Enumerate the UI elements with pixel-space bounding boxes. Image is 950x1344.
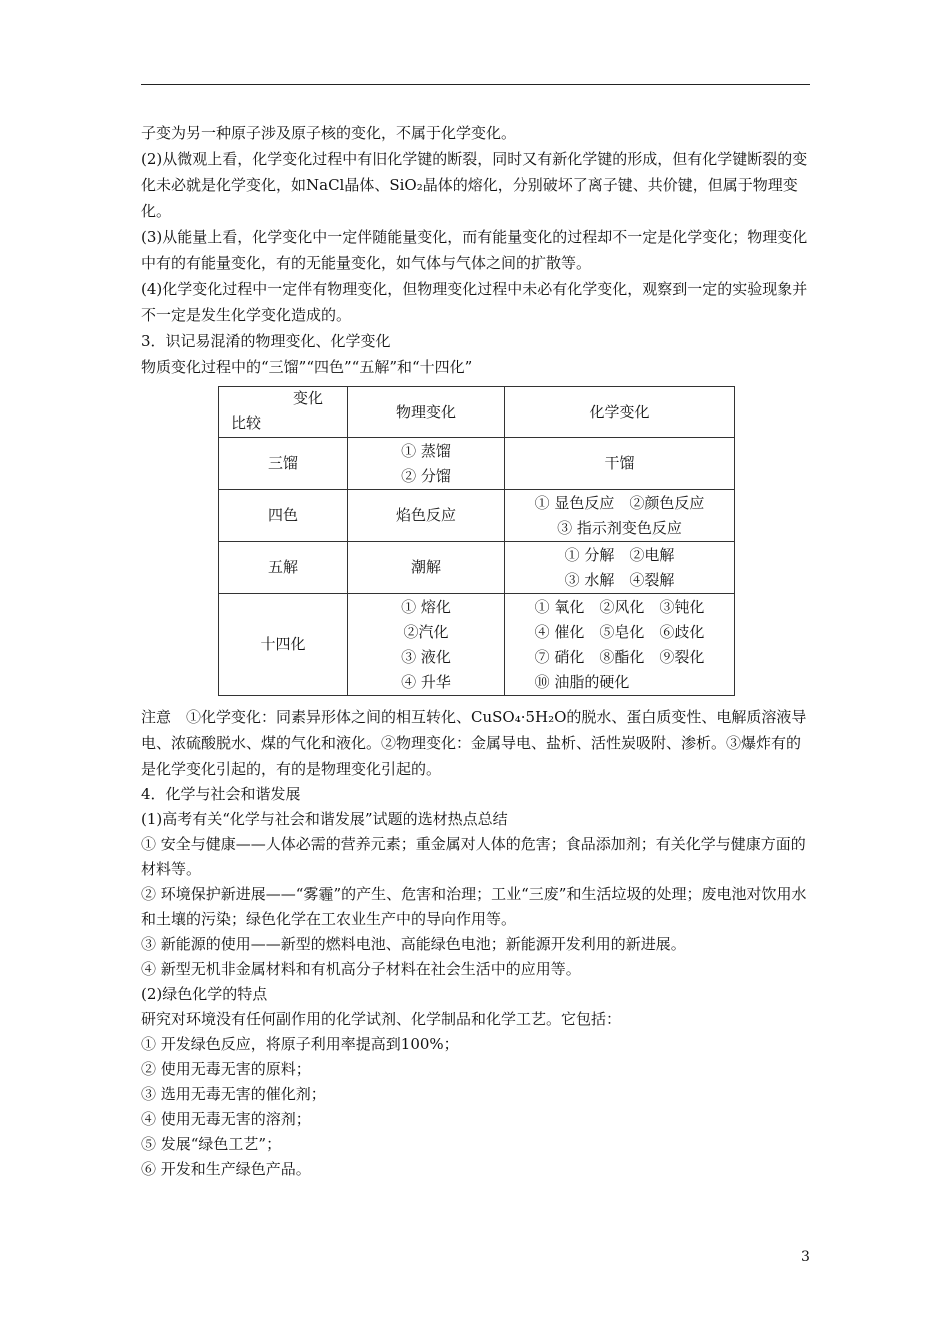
list-item: ⑥ 开发和生产绿色产品。 (141, 1160, 311, 1178)
table-row (219, 594, 735, 696)
cell-line: ② 分馏 (401, 466, 451, 485)
paragraph: (2)绿色化学的特点 (141, 985, 268, 1003)
chemical-cell (505, 594, 735, 696)
physical-cell (348, 438, 505, 490)
cell-line: ④ 催化 ⑤皂化 ⑥歧化 (534, 622, 705, 641)
header-diag-bottom: 比较 (231, 414, 262, 432)
table-row (219, 438, 735, 490)
cell-line: ① 显色反应 ②颜色反应 (534, 493, 705, 512)
physical-cell (348, 594, 505, 696)
cell-line: ① 分解 ②电解 (564, 545, 675, 564)
cell-line: ① 氧化 ②风化 ③钝化 (534, 597, 705, 616)
header-physical: 物理变化 (348, 387, 505, 438)
cell-line: ②汽化 (403, 622, 449, 641)
row-label: 五解 (219, 542, 348, 594)
header-rule (141, 84, 810, 85)
cell-line: ⑦ 硝化 ⑧酯化 ⑨裂化 (534, 647, 705, 666)
list-item: ④ 使用无毒无害的溶剂； (141, 1110, 311, 1128)
paragraph: ① 安全与健康——人体必需的营养元素；重金属对人体的危害；食品添加剂；有关化学与健康方面的材料等。 (141, 835, 806, 878)
physical-cell (348, 490, 505, 542)
paragraph: 物质变化过程中的“三馏”“四色”“五解”和“十四化” (141, 358, 473, 376)
cell-line: 潮解 (410, 558, 441, 576)
cell-line: ④ 升华 (401, 672, 451, 691)
table-row (219, 542, 735, 594)
list-item: ⑤ 发展“绿色工艺”； (141, 1135, 282, 1153)
cell-line: 焰色反应 (395, 506, 456, 524)
cell-line: ① 蒸馏 (401, 441, 451, 460)
paragraph: (1)高考有关“化学与社会和谐发展”试题的选材热点总结 (141, 810, 508, 828)
row-label: 三馏 (219, 438, 348, 490)
cell-line: ① 熔化 (401, 597, 451, 616)
section-heading: 3．识记易混淆的物理变化、化学变化 (141, 332, 391, 350)
list-item: ② 使用无毒无害的原料； (141, 1060, 311, 1078)
header-diag-top: 变化 (292, 389, 323, 407)
header-diagonal-cell (219, 387, 348, 438)
paragraph: ② 环境保护新进展——“雾霾”的产生、危害和治理；工业“三废”和生活垃圾的处理；废电池对饮用水和土壤的污染；绿色化学在工农业生产中的导向作用等。 (141, 885, 807, 928)
chemical-cell (505, 490, 735, 542)
paragraph: ③ 新能源的使用——新型的燃料电池、高能绿色电池；新能源开发利用的新进展。 (141, 935, 686, 953)
paragraph: 子变为另一种原子涉及原子核的变化，不属于化学变化。 (141, 124, 517, 142)
list-item: ① 开发绿色反应，将原子利用率提高到100%； (141, 1035, 459, 1053)
cell-line: ③ 水解 ④裂解 (564, 570, 675, 589)
row-label: 十四化 (219, 594, 348, 696)
cell-line: 干馏 (604, 454, 635, 472)
cell-line: ③ 指示剂变色反应 (557, 518, 682, 537)
paragraph: 研究对环境没有任何副作用的化学试剂、化学制品和化学工艺。它包括： (141, 1010, 622, 1028)
section-heading: 4．化学与社会和谐发展 (141, 785, 301, 803)
paragraph: ④ 新型无机非金属材料和有机高分子材料在社会生活中的应用等。 (141, 960, 581, 978)
row-label: 四色 (219, 490, 348, 542)
paragraph: (4)化学变化过程中一定伴有物理变化，但物理变化过程中未必有化学变化，观察到一定的实验现象并不一定是发生化学变化造成的。 (141, 280, 808, 324)
paragraph: (2)从微观上看，化学变化过程中有旧化学键的断裂，同时又有新化学键的形成，但有化学键断裂的变化未必就是化学变化，如NaCl晶体、SiO₂晶体的熔化，分别破坏了离子键、共价键，但属于物理变化。 (141, 150, 808, 220)
chemical-cell (505, 438, 735, 490)
cell-line: ③ 液化 (401, 647, 451, 666)
comparison-table (218, 386, 735, 696)
physical-cell (348, 542, 505, 594)
header-chemical: 化学变化 (505, 387, 735, 438)
paragraph: (3)从能量上看，化学变化中一定伴随能量变化，而有能量变化的过程却不一定是化学变化；物理变化中有的有能量变化，有的无能量变化，如气体与气体之间的扩散等。 (141, 228, 808, 272)
note-paragraph: 注意 ①化学变化：同素异形体之间的相互转化、CuSO₄·5H₂O的脱水、蛋白质变性、电解质溶液导电、浓硫酸脱水、煤的气化和液化。②物理变化：金属导电、盐析、活性炭吸附、渗析。③爆炸有的是化学变化引起的，有的是物理变化引起的。 (141, 708, 807, 778)
page-body (141, 120, 813, 1182)
cell-line: ⑩ 油脂的硬化 (534, 672, 630, 691)
list-item: ③ 选用无毒无害的催化剂； (141, 1085, 326, 1103)
chemical-cell (505, 542, 735, 594)
page-number: 3 (801, 1249, 810, 1265)
table-row (219, 490, 735, 542)
table-header-row (219, 387, 735, 438)
